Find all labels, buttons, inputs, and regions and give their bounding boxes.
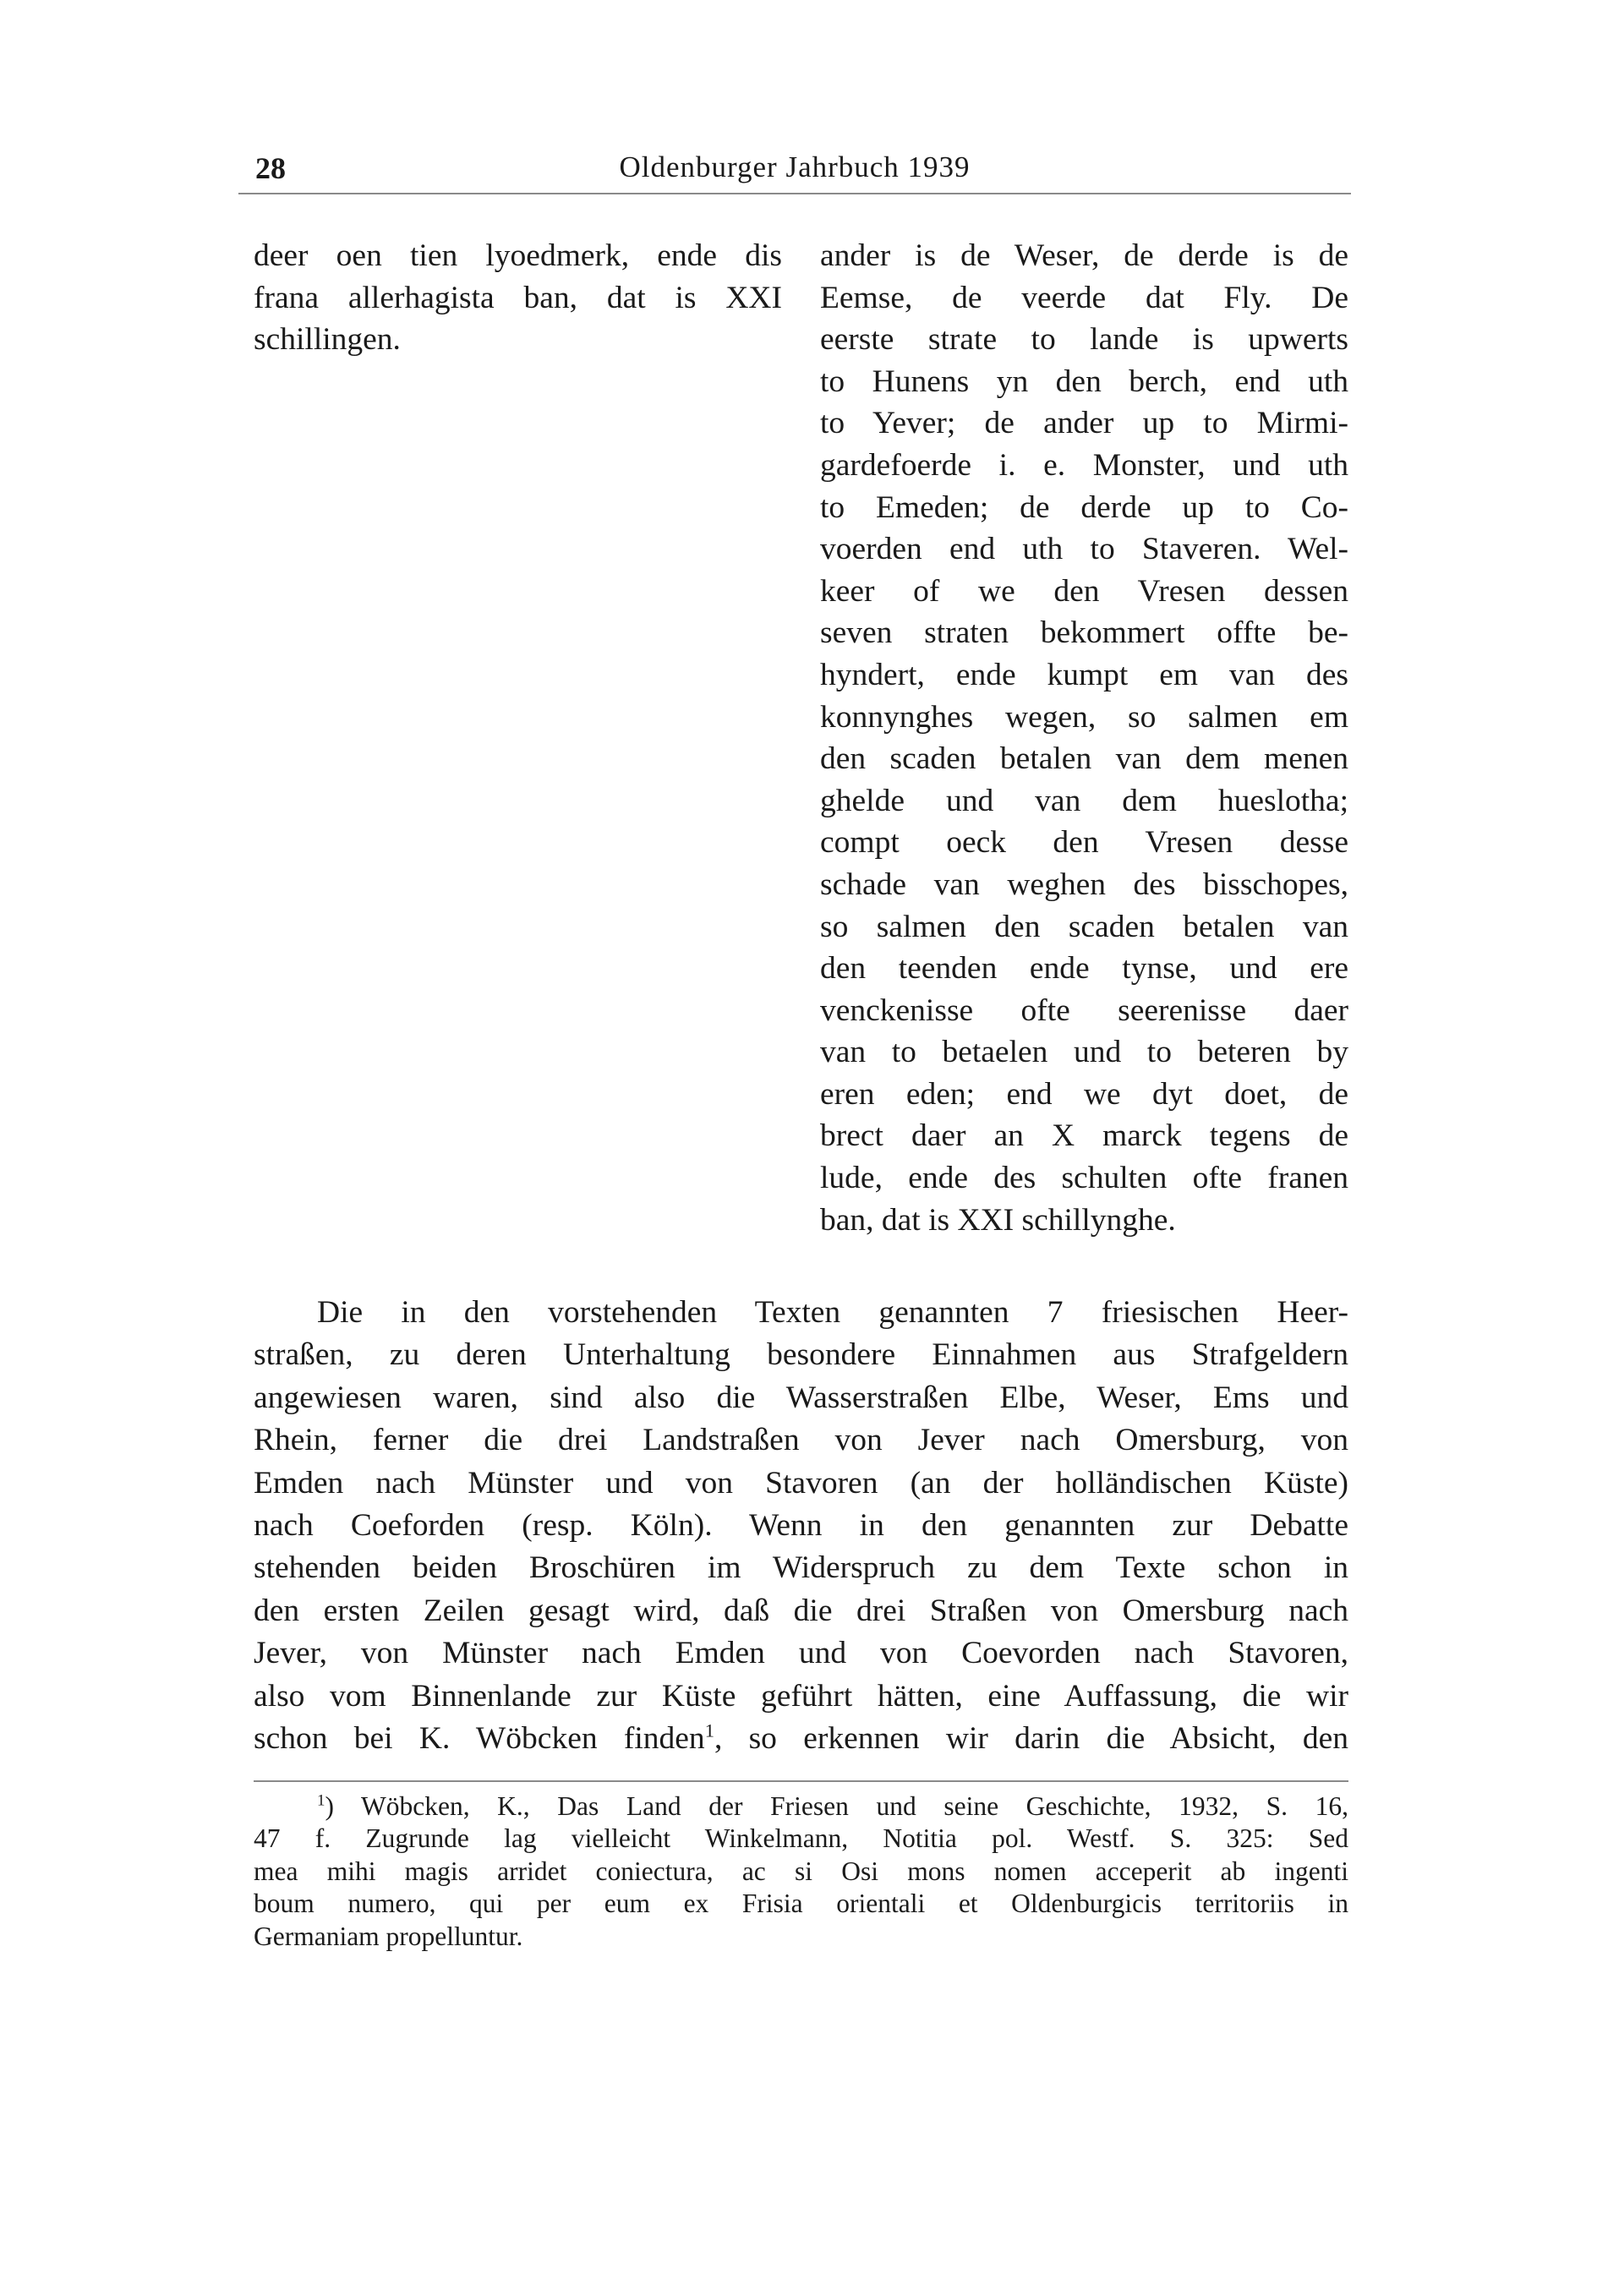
running-title: Oldenburger Jahrbuch 1939 <box>619 150 971 183</box>
text-line: keer of we den Vresen dessen <box>820 573 1348 609</box>
text-line-with-footnote-ref <box>254 1718 1348 1760</box>
text-line: compt oeck den Vresen desse <box>820 825 1348 861</box>
page-number: 28 <box>255 151 286 185</box>
text-line: to Emeden; de derde up to Co- <box>820 489 1348 525</box>
footnote <box>254 1790 1348 1953</box>
text-line: Jever, von Münster nach Emden und von Coevorden nach Stavoren, <box>254 1636 1348 1671</box>
text-line: frana allerhagista ban, dat is XXI <box>254 280 782 315</box>
text-line: schade van weghen des bisschopes, <box>820 866 1348 902</box>
text-line: lude, ende des schulten ofte franen <box>820 1161 1348 1196</box>
footnote-line: mea mihi magis arridet coniectura, ac si Osi mons nomen acceperit ab ingenti <box>254 1856 1348 1886</box>
header-rule <box>238 193 1351 194</box>
footnote-line: 47 f. Zugrunde lag vielleicht Winkelmann, Notitia pol. Westf. S. 325: Sed <box>254 1823 1348 1854</box>
footnote-line: boum numero, qui per eum ex Frisia orientali et Oldenburgicis territoriis in <box>254 1889 1348 1919</box>
text-line: deer oen tien lyoedmerk, ende dis <box>254 238 782 273</box>
text-line: ghelde und van dem hueslotha; <box>820 783 1348 818</box>
text-line: konnynghes wegen, so salmen em <box>820 699 1348 735</box>
text-line: den scaden betalen van dem menen <box>820 741 1348 777</box>
left-column-text <box>254 235 782 361</box>
text-line: stehenden beiden Broschüren im Widerspruch zu dem Texte schon in <box>254 1550 1348 1586</box>
footnote-line: Germaniam propelluntur. <box>254 1921 523 1951</box>
text-line: so salmen den scaden betalen van <box>820 909 1348 944</box>
text-line: van to betaelen und to beteren by <box>820 1035 1348 1070</box>
text-segment: , so erkennen wir darin die Absicht, den <box>714 1720 1348 1756</box>
footnote-reference: 1 <box>704 1719 714 1741</box>
text-line: voerden end uth to Staveren. Wel- <box>820 532 1348 567</box>
page-header <box>238 142 1351 193</box>
text-segment: ) Wöbcken, K., Das Land der Friesen und seine Geschichte, 1932, S. 16, <box>325 1791 1348 1821</box>
text-line: den teenden ende tynse, und ere <box>820 951 1348 987</box>
text-line: Emden nach Münster und von Stavoren (an der holländischen Küste) <box>254 1465 1348 1501</box>
text-line: eren eden; end we dyt doet, de <box>820 1076 1348 1112</box>
text-line: ban, dat is XXI schillynghe. <box>820 1202 1176 1238</box>
text-line: to Hunens yn den berch, end uth <box>820 364 1348 399</box>
text-line: venckenisse ofte seerenisse daer <box>820 992 1348 1028</box>
body-paragraph <box>254 1292 1348 1760</box>
text-line: den ersten Zeilen gesagt wird, daß die drei Straßen von Omersburg nach <box>254 1593 1348 1628</box>
footnote-line <box>254 1790 1348 1823</box>
text-line: brect daer an X marck tegens de <box>820 1118 1348 1154</box>
text-line: schillingen. <box>254 322 401 358</box>
text-line: hyndert, ende kumpt em van des <box>820 657 1348 692</box>
text-line: nach Coeforden (resp. Köln). Wenn in den genannten zur Debatte <box>254 1507 1348 1543</box>
right-column-text <box>820 235 1348 1241</box>
text-line: to Yever; de ander up to Mirmi- <box>820 406 1348 441</box>
text-line: Rhein, ferner die drei Landstraßen von Jever nach Omersburg, von <box>254 1423 1348 1458</box>
text-line: angewiesen waren, sind also die Wasserstraßen Elbe, Weser, Ems und <box>254 1380 1348 1415</box>
text-line: eerste strate to lande is upwerts <box>820 322 1348 358</box>
text-line: gardefoerde i. e. Monster, und uth <box>820 447 1348 483</box>
text-line: Die in den vorstehenden Texten genannten 7 friesischen Heer- <box>317 1295 1348 1330</box>
text-line: Eemse, de veerde dat Fly. De <box>820 280 1348 315</box>
text-segment: schon bei K. Wöbcken finden <box>254 1720 705 1756</box>
text-line: straßen, zu deren Unterhaltung besondere Einnahmen aus Strafgeldern <box>254 1337 1348 1373</box>
footnote-rule <box>254 1780 1348 1782</box>
text-line: seven straten bekommert offte be- <box>820 615 1348 651</box>
text-line: ander is de Weser, de derde is de <box>820 238 1348 273</box>
text-line: also vom Binnenlande zur Küste geführt hätten, eine Auffassung, die wir <box>254 1678 1348 1714</box>
footnote-marker: 1 <box>317 1791 325 1810</box>
